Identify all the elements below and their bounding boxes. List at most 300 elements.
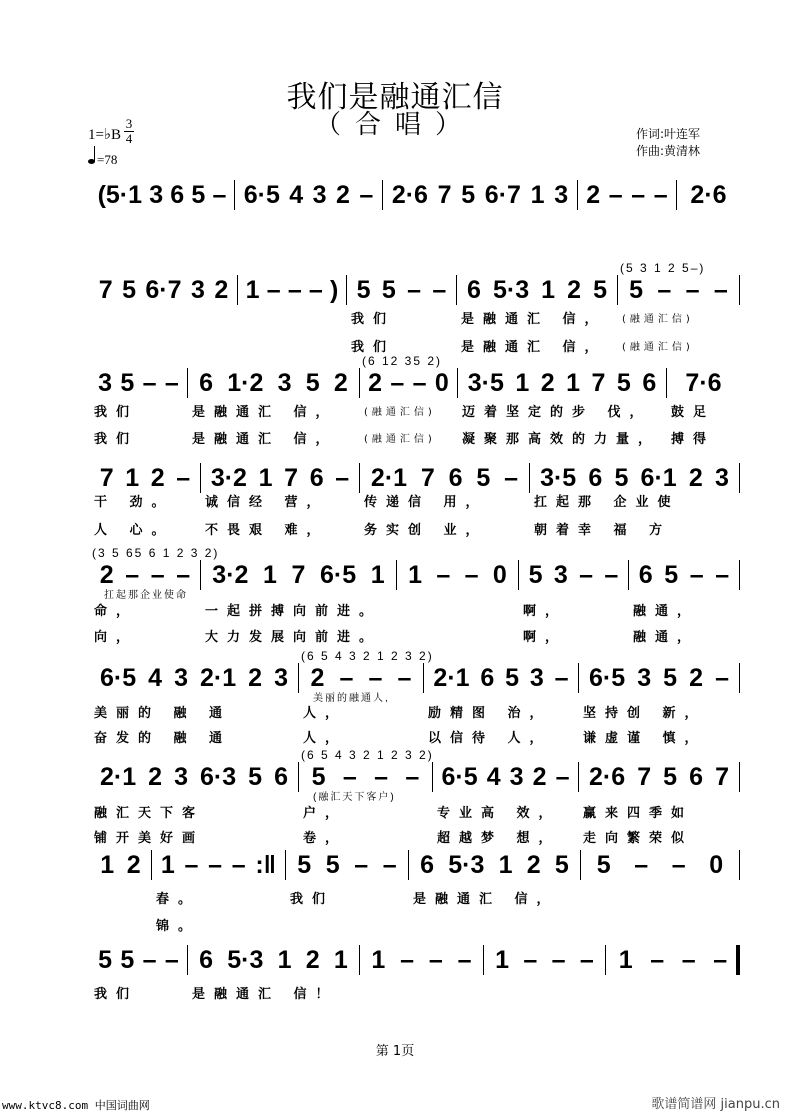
- note: 5: [528, 560, 543, 589]
- measure: [360, 945, 484, 975]
- note: –: [715, 560, 730, 589]
- note: –: [287, 275, 302, 304]
- note: –: [374, 762, 389, 791]
- lyric-verse-1: 干 劲。: [94, 495, 174, 510]
- measure: [188, 945, 360, 975]
- measure: [286, 850, 409, 880]
- note: 3·2: [212, 560, 249, 589]
- note: –: [266, 275, 281, 304]
- note: 5: [120, 945, 135, 974]
- measure: [579, 663, 740, 693]
- note: 3: [149, 180, 164, 209]
- lyric-verse-2: 凝聚那高效的力量，: [462, 432, 661, 447]
- measure: [90, 663, 299, 693]
- note: 1: [515, 368, 530, 397]
- lyric-verse-1: 春。: [156, 892, 201, 907]
- note: –: [125, 560, 140, 589]
- note: 7: [437, 180, 452, 209]
- measure: [201, 560, 397, 590]
- measure: [409, 850, 581, 880]
- note: 7: [284, 463, 299, 492]
- lyric-verse-2: 是融通汇 信，: [461, 340, 607, 355]
- note: 2·1: [100, 762, 137, 791]
- note: 1: [498, 850, 513, 879]
- measure: [606, 945, 740, 975]
- song-title: 我们是融通汇信: [286, 80, 504, 115]
- note: 6: [199, 945, 214, 974]
- note: 5: [476, 463, 491, 492]
- note: 6: [309, 463, 324, 492]
- note: 1: [371, 945, 386, 974]
- note: 5: [356, 275, 371, 304]
- note: (5·1: [97, 180, 143, 209]
- lyric-verse-1: 是融通汇 信！: [192, 987, 338, 1002]
- note: –: [359, 180, 374, 209]
- note: 5: [616, 368, 631, 397]
- note: –: [715, 663, 729, 692]
- note: 6: [170, 180, 185, 209]
- note: –: [412, 368, 427, 397]
- note: 2: [567, 275, 582, 304]
- note: 3: [174, 762, 188, 791]
- lyric-verse-1: 坚持创 新，: [583, 706, 707, 721]
- note: 2: [148, 762, 163, 791]
- note: –: [176, 560, 191, 589]
- note: 3: [509, 762, 524, 791]
- note: 6: [588, 463, 603, 492]
- note: 2: [99, 560, 114, 589]
- note: –: [368, 663, 383, 692]
- lyric-verse-2: 谦虚谨 慎，: [583, 731, 707, 746]
- lyric-verse-1: 赢来四季如: [583, 806, 694, 821]
- footer-watermark-left: www.ktvc8.com 中国词曲网: [2, 1099, 150, 1112]
- note: 3: [714, 463, 729, 492]
- note: 6: [448, 463, 463, 492]
- note: 0: [434, 368, 449, 397]
- note: –: [457, 945, 472, 974]
- note: ): [330, 275, 339, 304]
- tempo-value: =78: [97, 152, 118, 167]
- note: 1: [566, 368, 581, 397]
- note: 7·6: [685, 368, 722, 397]
- note: 5·3: [492, 275, 530, 304]
- note: 1: [495, 945, 510, 974]
- note: 5: [629, 275, 644, 304]
- lyric-verse-2: 向，: [94, 630, 139, 645]
- footer-watermark-right: 歌谱简谱网 jianpu.cn: [651, 1097, 780, 1112]
- note: –: [653, 180, 668, 209]
- measure: [383, 180, 578, 210]
- composer: 作曲:黄清林: [636, 144, 701, 158]
- measure: [484, 945, 606, 975]
- note: –: [176, 463, 191, 492]
- lyric-verse-1: (融通汇信): [364, 407, 436, 418]
- note: –: [400, 945, 415, 974]
- note: –: [713, 945, 728, 974]
- annotation-above: (3 5 65 6 1 2 3 2): [92, 546, 220, 560]
- note: –: [713, 275, 728, 304]
- annotation-above: (6 5 4 3 2 1 2 3 2): [301, 649, 434, 663]
- note: –: [671, 850, 686, 879]
- note: –: [142, 368, 157, 397]
- measure: [90, 945, 188, 975]
- note: –: [432, 275, 447, 304]
- note: 5: [311, 762, 326, 791]
- note: 5: [593, 275, 607, 304]
- note: 1: [258, 463, 273, 492]
- lyric-verse-2: 以信待 人，: [428, 731, 552, 746]
- measure: [581, 850, 740, 880]
- lyric-verse-1: 励精图 治，: [428, 706, 552, 721]
- note: 2: [532, 762, 547, 791]
- note: –: [150, 560, 165, 589]
- note: 0: [492, 560, 507, 589]
- measure: [90, 275, 238, 305]
- tempo-marking: [88, 152, 117, 168]
- note: 2: [126, 850, 141, 879]
- note: 1: [541, 275, 556, 304]
- measure: [347, 275, 457, 305]
- note: 1·2: [227, 368, 264, 397]
- measure: [238, 275, 347, 305]
- note: 3: [98, 368, 113, 397]
- lyric-verse-2: 我们: [94, 432, 139, 447]
- note: –: [407, 275, 422, 304]
- lyric-verse-2: 锦。: [156, 919, 201, 934]
- note: 3: [637, 663, 652, 692]
- lyric-verse-2: 人，: [303, 731, 348, 746]
- note: –: [634, 850, 649, 879]
- note: 7: [98, 275, 113, 304]
- note: 6·7: [145, 275, 182, 304]
- measure: [618, 275, 740, 305]
- note: 1: [618, 945, 633, 974]
- note: 2: [150, 463, 165, 492]
- note: 3: [554, 180, 569, 209]
- note: 2: [540, 368, 555, 397]
- note: 3·5: [540, 463, 577, 492]
- note: 2·6: [589, 762, 626, 791]
- note: 6·3: [200, 762, 237, 791]
- note: 3: [553, 560, 568, 589]
- note: 2·6: [690, 180, 727, 209]
- measure: [677, 180, 740, 210]
- note: –: [504, 463, 519, 492]
- note: –: [523, 945, 538, 974]
- lyric-verse-2: 务实创 业，: [364, 523, 488, 538]
- note: 2: [248, 663, 263, 692]
- note: 4: [486, 762, 501, 791]
- note: –: [685, 275, 700, 304]
- note: –: [142, 945, 157, 974]
- measure: [90, 762, 299, 792]
- lyric-verse-1: 迈着坚定的步 伐，: [462, 405, 652, 420]
- annotation-above: (5 3 1 2 5–): [620, 261, 706, 275]
- lyric-verse-1: 我们: [351, 312, 396, 327]
- measure: [90, 463, 201, 493]
- note: 6: [274, 762, 288, 791]
- note: 7: [420, 463, 435, 492]
- key-signature: 1=♭B: [88, 127, 122, 143]
- note: –: [184, 850, 199, 879]
- note: 2: [688, 463, 703, 492]
- note: 6: [480, 663, 495, 692]
- note: 6·5: [441, 762, 478, 791]
- note: 5·3: [448, 850, 485, 879]
- lyric-verse-1: 我们: [94, 405, 139, 420]
- measure: [360, 463, 530, 493]
- note: 5: [461, 180, 476, 209]
- note: 5: [325, 850, 340, 879]
- lyric-verse-2: 融通，: [633, 630, 700, 645]
- note: –: [308, 275, 323, 304]
- note: 6·5: [100, 663, 137, 692]
- note: 3·5: [467, 368, 504, 397]
- measure: [201, 463, 360, 493]
- note: 6: [642, 368, 657, 397]
- note: 6: [689, 762, 704, 791]
- measure: [360, 368, 458, 398]
- note: –: [231, 850, 246, 879]
- note: 6·7: [484, 180, 521, 209]
- measure: [152, 850, 286, 880]
- note: 2·1: [433, 663, 470, 692]
- note: 2·1: [370, 463, 408, 492]
- quarter-note-icon: [88, 159, 95, 164]
- note: 5: [122, 275, 136, 304]
- annotation-below: 扛起那企业使命: [104, 590, 188, 601]
- measure: [458, 368, 667, 398]
- lyric-verse-1: 一起拼搏向前进。: [205, 604, 382, 619]
- note: –: [390, 368, 405, 397]
- lyricist: 作词:叶连军: [636, 127, 701, 141]
- note: –: [428, 945, 443, 974]
- note: 1: [333, 945, 348, 974]
- note: 1: [100, 850, 115, 879]
- note: –: [464, 560, 479, 589]
- note: :‖: [255, 850, 277, 879]
- measure: [188, 368, 360, 398]
- measure: [579, 762, 740, 792]
- measure: [530, 463, 740, 493]
- note: –: [631, 180, 646, 209]
- note: –: [212, 180, 227, 209]
- lyric-verse-1: 美丽的 融 通: [94, 706, 232, 721]
- note: –: [208, 850, 223, 879]
- note: 6·5: [243, 180, 280, 209]
- note: 6: [199, 368, 214, 397]
- measure: [235, 180, 383, 210]
- lyric-verse-2: 搏得: [671, 432, 716, 447]
- lyric-verse-1: 融通，: [633, 604, 700, 619]
- note: 2: [335, 180, 350, 209]
- note: 2·1: [200, 663, 237, 692]
- note: –: [164, 368, 179, 397]
- note: 3: [277, 368, 292, 397]
- annotation-below: (融汇天下客户): [313, 792, 396, 803]
- lyric-verse-1: 传递信 用，: [364, 495, 488, 510]
- note: 5: [664, 560, 679, 589]
- note: 5: [120, 368, 135, 397]
- measure: [90, 850, 152, 880]
- measure: [397, 560, 519, 590]
- note: 5: [663, 762, 678, 791]
- note: –: [579, 945, 594, 974]
- note: 5: [248, 762, 263, 791]
- note: 2: [689, 663, 704, 692]
- note: 4: [289, 180, 304, 209]
- lyric-verse-2: 不畏艰 难，: [205, 523, 329, 538]
- note: 7: [715, 762, 729, 791]
- lyric-verse-2: 我们: [351, 340, 396, 355]
- lyric-verse-1: 啊，: [523, 604, 568, 619]
- note: 7: [99, 463, 114, 492]
- final-barline: [736, 945, 740, 975]
- note: 2·6: [391, 180, 428, 209]
- note: 2: [305, 945, 320, 974]
- lyric-verse-1: (融通汇信): [622, 314, 694, 325]
- lyric-verse-2: 啊，: [523, 630, 568, 645]
- note: 0: [709, 850, 724, 879]
- annotation-below: 美丽的融通人,: [313, 693, 390, 704]
- note: –: [164, 945, 179, 974]
- note: 4: [148, 663, 163, 692]
- measure: [578, 180, 677, 210]
- lyric-verse-2: 走向繁荣似: [583, 831, 694, 846]
- song-subtitle: （合唱）: [314, 110, 475, 140]
- note: 5: [297, 850, 312, 879]
- note: 7: [637, 762, 652, 791]
- note: 7: [291, 560, 306, 589]
- lyric-verse-1: 专业高 效，: [437, 806, 561, 821]
- lyric-verse-2: 人 心。: [94, 523, 174, 538]
- measure: [90, 368, 188, 398]
- note: 6·5: [589, 663, 626, 692]
- note: 1: [125, 463, 140, 492]
- lyric-verse-1: 鼓足: [671, 405, 716, 420]
- note: 1: [408, 560, 423, 589]
- note: 5: [505, 663, 520, 692]
- note: –: [354, 850, 369, 879]
- note: –: [342, 762, 357, 791]
- measure: [667, 368, 740, 398]
- note: 5: [381, 275, 396, 304]
- note: –: [681, 945, 696, 974]
- note: 1: [245, 275, 260, 304]
- note: 3: [312, 180, 327, 209]
- lyric-verse-1: 我们: [290, 892, 335, 907]
- lyric-verse-1: 人，: [303, 706, 348, 721]
- note: 5: [305, 368, 320, 397]
- lyric-verse-2: (融通汇信): [622, 342, 694, 353]
- lyric-verse-2: 超越梦 想，: [437, 831, 561, 846]
- measure: [299, 663, 424, 693]
- lyric-verse-1: 是融通汇 信，: [461, 312, 607, 327]
- note: –: [689, 560, 704, 589]
- note: 6: [420, 850, 435, 879]
- note: –: [579, 560, 594, 589]
- note: –: [436, 560, 451, 589]
- measure: [299, 762, 433, 792]
- note: 3·2: [210, 463, 247, 492]
- lyric-verse-2: 是融通汇 信，: [192, 432, 338, 447]
- lyric-verse-1: 我们: [94, 987, 139, 1002]
- note: 2: [368, 368, 383, 397]
- note: 2: [214, 275, 229, 304]
- lyric-verse-2: 大力发展向前进。: [205, 630, 382, 645]
- note: 5: [614, 463, 629, 492]
- note: –: [555, 762, 570, 791]
- note: 5: [98, 945, 113, 974]
- lyric-verse-2: 铺开美好画: [94, 831, 205, 846]
- lyric-verse-2: 朝着幸 福 方: [534, 523, 672, 538]
- measure: [457, 275, 618, 305]
- note: 1: [160, 850, 175, 879]
- lyric-verse-2: 卷，: [303, 831, 348, 846]
- note: –: [604, 560, 619, 589]
- note: 1: [263, 560, 277, 589]
- note: –: [382, 850, 397, 879]
- note: 5: [554, 850, 569, 879]
- note: 2: [586, 180, 601, 209]
- note: 6·1: [640, 463, 677, 492]
- note: –: [650, 945, 665, 974]
- measure: [433, 762, 579, 792]
- note: –: [335, 463, 350, 492]
- note: 7: [591, 368, 606, 397]
- note: 1: [530, 180, 545, 209]
- annotation-above: (6 12 35 2): [362, 354, 443, 368]
- note: 5: [596, 850, 611, 879]
- lyric-verse-1: 命，: [94, 604, 139, 619]
- note: –: [405, 762, 420, 791]
- time-sig-denominator: 4: [125, 131, 133, 146]
- note: –: [608, 180, 623, 209]
- note: –: [554, 663, 569, 692]
- note: 3: [174, 663, 188, 692]
- measure: [424, 663, 579, 693]
- note: 2: [526, 850, 541, 879]
- note: 2: [333, 368, 348, 397]
- note: –: [397, 663, 412, 692]
- note: 6: [638, 560, 653, 589]
- note: 5: [663, 663, 678, 692]
- lyric-verse-1: 是融通汇 信，: [192, 405, 338, 420]
- time-sig-numerator: 3: [125, 116, 133, 131]
- note: 5·3: [227, 945, 264, 974]
- lyric-verse-1: 是融通汇 信，: [413, 892, 559, 907]
- note: 3: [529, 663, 544, 692]
- note: 1: [277, 945, 292, 974]
- measure: [90, 560, 201, 590]
- credits: [636, 126, 700, 160]
- lyric-verse-2: (融通汇信): [364, 434, 436, 445]
- note: 6·5: [320, 560, 357, 589]
- page-number: 第 1页: [375, 1044, 415, 1059]
- lyric-verse-1: 扛起那 企业使: [534, 495, 680, 510]
- note: 5: [191, 180, 206, 209]
- measure: [90, 180, 235, 210]
- note: 1: [370, 560, 385, 589]
- lyric-verse-1: 户，: [303, 806, 348, 821]
- note: –: [657, 275, 672, 304]
- note: 3: [190, 275, 205, 304]
- note: 2: [310, 663, 325, 692]
- lyric-verse-1: 融汇天下客: [94, 806, 205, 821]
- lyric-verse-1: 诚信经 营，: [205, 495, 329, 510]
- note: 6: [467, 275, 481, 304]
- time-signature: [124, 117, 134, 146]
